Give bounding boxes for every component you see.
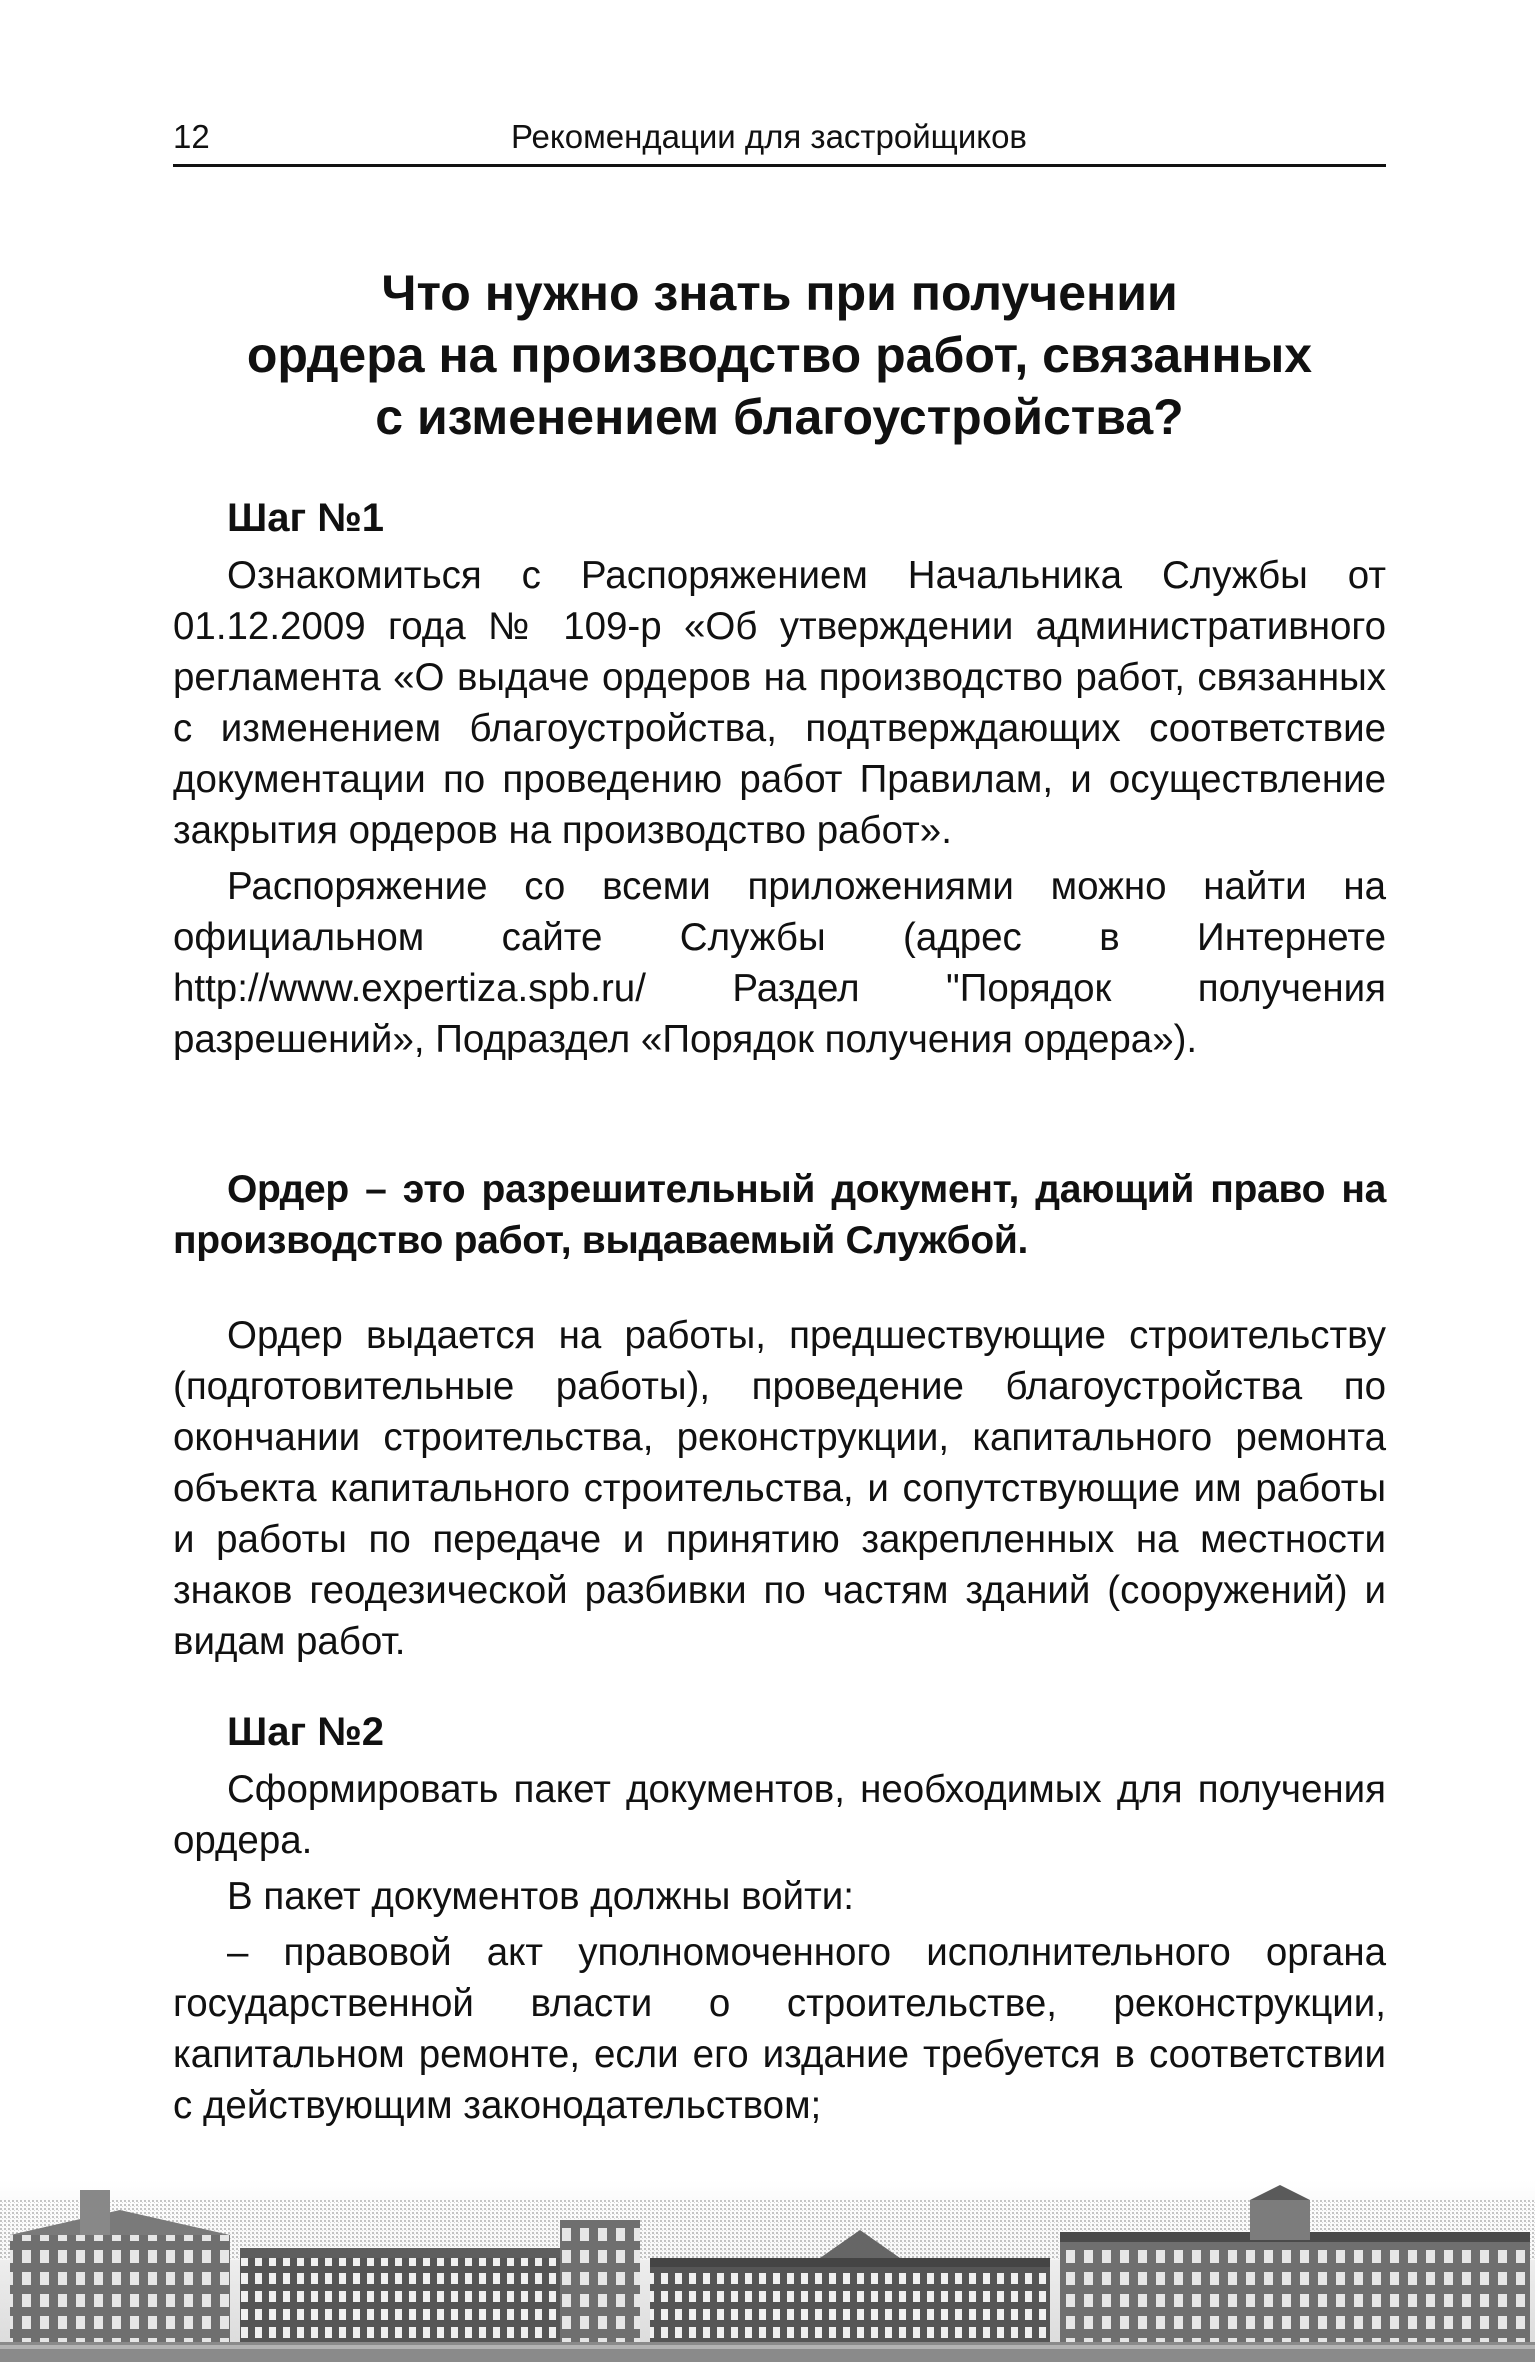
- step2-heading: Шаг №2: [227, 1710, 385, 1754]
- step2-paragraph: – правовой акт уполномоченного исполнительного органа государственной власти о строительстве, реконструкции, капитальном ремонте, если его издание требуется в соответствии с действующим законодательством;: [173, 1931, 1386, 2127]
- order-definition: Ордер – это разрешительный документ, дающий право на производство работ, выдаваемый Службой.: [173, 1168, 1386, 1262]
- step1-paragraph: Ознакомиться с Распоряжением Начальника Службы от 01.12.2009 года № 109-р «Об утверждении административного регламента «О выдаче ордеров на производство работ, связанных с изменением благоустройства, подтверждающих соответствие документации по проведению работ Правилам, и осуществление закрытия ордеров на производство работ».: [173, 554, 1386, 852]
- step2-paragraph: Сформировать пакет документов, необходимых для получения ордера.: [173, 1768, 1386, 1862]
- order-scope-text: [173, 1310, 1386, 1667]
- section-title-line: ордера на производство работ, связанных: [246, 327, 1313, 383]
- section-title-line: Что нужно знать при получении: [381, 265, 1178, 321]
- order-scope-paragraph: Ордер выдается на работы, предшествующие строительству (подготовительные работы), проведение благоустройства по окончании строительства, реконструкции, капитального ремонта объекта капитального строительства, и сопутствующие им работы и работы по передаче и принятию закрепленных на местности знаков геодезической разбивки по частям зданий (сооружений) и видам работ.: [173, 1314, 1386, 1663]
- step2-paragraph: В пакет документов должны войти:: [227, 1875, 854, 1918]
- step1-paragraph: Распоряжение со всеми приложениями можно найти на официальном сайте Службы (адрес в Интернете http://www.expertiza.spb.ru/ Раздел "Порядок получения разрешений», Подраздел «Порядок получения ордера»).: [173, 865, 1386, 1061]
- page-header: [173, 108, 1386, 167]
- step1-heading: Шаг №1: [227, 496, 385, 540]
- page-number: 12: [173, 118, 210, 155]
- step1-text: [173, 550, 1386, 1065]
- running-title: Рекомендации для застройщиков: [511, 118, 1027, 155]
- section-title: [173, 262, 1386, 448]
- city-panorama-illustration: [0, 2180, 1535, 2362]
- section-title-line: с изменением благоустройства?: [375, 389, 1184, 445]
- step2-text: [173, 1764, 1386, 2131]
